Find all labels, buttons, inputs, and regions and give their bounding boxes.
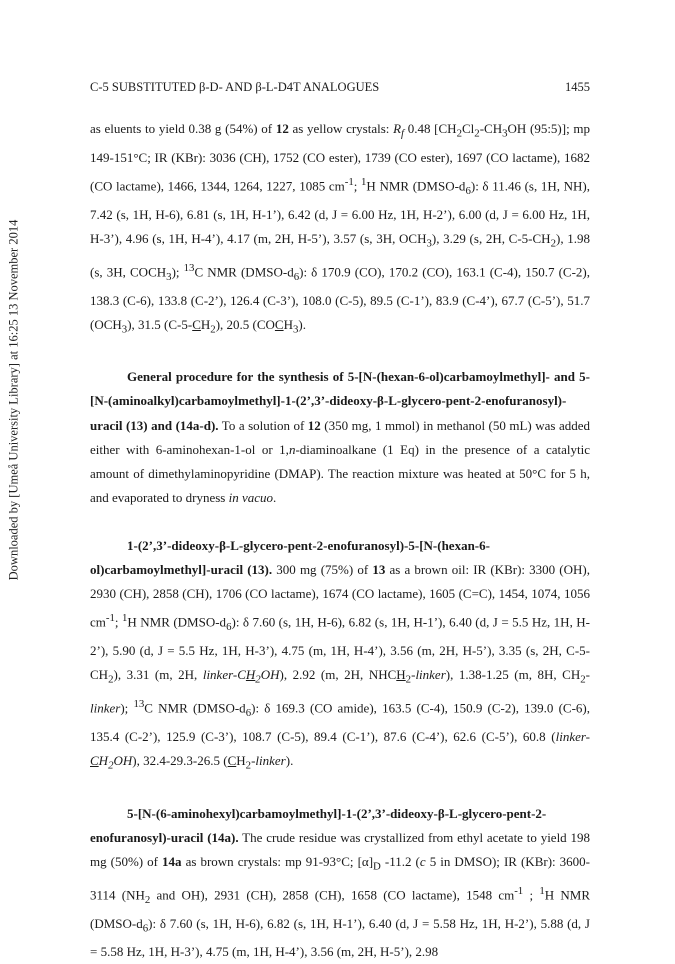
article-body [90,117,590,964]
download-watermark [3,120,25,680]
general-procedure-heading: General procedure for the synthesis of 5-[N-(hexan-6-ol)carbamoylmethyl]- and 5-[N-(aminoalkyl)carbamoylmethyl]-1-(2’,3’-dideoxy-β-L-glycero-pent-2-enofuranosyl)-uracil (13) and (14a-d). [90,369,590,433]
paragraph-compound-13: 1-(2’,3’-dideoxy-β-L-glycero-pent-2-enofuranosyl)-5-[N-(hexan-6-ol)carbamoylmethyl]-uracil (13). 300 mg (75%) of 13 as a brown oil: IR (KBr): 3300 (OH), 2930 (CH), 2858 (CH), 1706 (CO lactame), 1674 (CO lactame), 1605 (C=C), 1454, 1074, 1056 $cm^{-1}$; $^1$H NMR $(DMSO-d_6)$: δ 7.60 (s, 1H, H-6), 6.82 (s, 1H, H-1’), 6.40 (d, J = 5.5 Hz, 1H, H-2’), 5.90 (d, J = 5.5 Hz, 1H, H-3’), 4.75 (m, 1H, H-4’), 3.56 (m, 2H, H-5’), 3.35 (s, 2H, $C-5-CH_2$), 3.31 (m, 2H, linker-$CH_2OH$), 2.92 (m, 2H, $NHCH_2-linker$), 1.38-1.25 (m, 8H, $CH_2-linker$); $^{13}$C NMR $(DMSO-d_6)$: δ 169.3 (CO amide), 163.5 (C-4), 150.9 (C-2), 139.0 (C-6), 135.4 (C-2’), 125.9 (C-3’), 108.7 (C-5), 89.4 (C-1’), 87.6 (C-4’), 62.6 (C-5’), 60.8 $(linker-CH_2OH)$, 32.4-29.3-26.5 $(CH_2-linker)$. [90,537,591,772]
running-title: C-5 SUBSTITUTED β-D- AND β-L-D4T ANALOGUES [90,80,380,94]
compound-13-heading: 1-(2’,3’-dideoxy-β-L-glycero-pent-2-enofuranosyl)-5-[N-(hexan-6-ol)carbamoylmethyl]-uracil (13). [90,537,490,578]
page-number: 1455 [565,80,590,94]
running-header [90,80,590,95]
compound-14a-heading: 5-[N-(6-aminohexyl)carbamoylmethyl]-1-(2’,3’-dideoxy-β-L-glycero-pent-2-enofuranosyl)-uracil (14a). [90,805,547,845]
paragraph-general-procedure: General procedure for the synthesis of 5-[N-(hexan-6-ol)carbamoylmethyl]- and 5-[N-(aminoalkyl)carbamoylmethyl]-1-(2’,3’-dideoxy-β-L-glycero-pent-2-enofuranosyl)-uracil (13) and (14a-d). To a solution of 12 (350 mg, 1 mmol) in methanol (50 mL) was added either with 6-aminohexan-1-ol or 1,n-diaminoalkane (1 Eq) in the presence of a catalytic amount of dimethylaminopyridine (DMAP). The reaction mixture was heated at 50°C for 5 h, and evaporated to dryness in vacuo. [90,369,591,505]
paragraph-compound-12: as eluents to yield 0.38 g (54%) of 12 as yellow crystals: $R_f$ 0.48 [$CH_2Cl_2-CH_3OH$ (95:5)]; mp 149-151°C; IR (KBr): 3036 (CH), 1752 (CO ester), 1739 (CO ester), 1697 (CO lactame), 1682 (CO lactame), 1466, 1344, 1264, 1227, 1085 $cm^{-1}$; $^1$H NMR $(DMSO-d_6)$: δ 11.46 (s, 1H, NH), 7.42 (s, 1H, H-6), 6.81 (s, 1H, H-1’), 6.42 (d, J = 6.00 Hz, 1H, H-2’), 6.00 (d, J = 6.00 Hz, 1H, H-3’), 4.96 (s, 1H, H-4’), 4.17 (m, 2H, H-5’), 3.57 (s, 3H, $OCH_3$), 3.29 (s, 2H, $C-5-CH_2$), 1.98 (s, 3H, $COCH_3$); $^{13}$C NMR $(DMSO-d_6)$: δ 170.9 (CO), 170.2 (CO), 163.1 (C-4), 150.7 (C-2), 138.3 (C-6), 133.8 (C-2’), 126.4 (C-3’), 108.0 (C-5), 89.5 (C-1’), 83.9 (C-4’), 67.7 (C-5’), 51.7 $(OCH_3)$, 31.5 $(C-5-CH_2)$, 20.5 $(COCH_3)$. [90,121,591,336]
paragraph-compound-14a: 5-[N-(6-aminohexyl)carbamoylmethyl]-1-(2’,3’-dideoxy-β-L-glycero-pent-2-enofuranosyl)-uracil (14a). The crude residue was crystallized from ethyl acetate to yield 198 mg (50%) of 14a as brown crystals: mp 91-93°C; $[\alpha]_D$ -11.2 (c 5 in DMSO); IR (KBr): 3600-3114 ($NH_2$ and OH), 2931 (CH), 2858 (CH), 1658 (CO lactame), 1548 $cm^{-1}$ ; $^1$H NMR $(DMSO-d_6)$: δ 7.60 (s, 1H, H-6), 6.82 (s, 1H, H-1’), 6.40 (d, J = 5.58 Hz, 1H, H-2’), 5.88 (d, J = 5.58 Hz, 1H, H-3’), 4.75 (m, 1H, H-4’), 3.56 (m, 2H, H-5’), 2.98 [90,805,591,960]
download-note: Downloaded by [Umeå University Library] at 16:25 13 November 2014 [6,219,21,581]
